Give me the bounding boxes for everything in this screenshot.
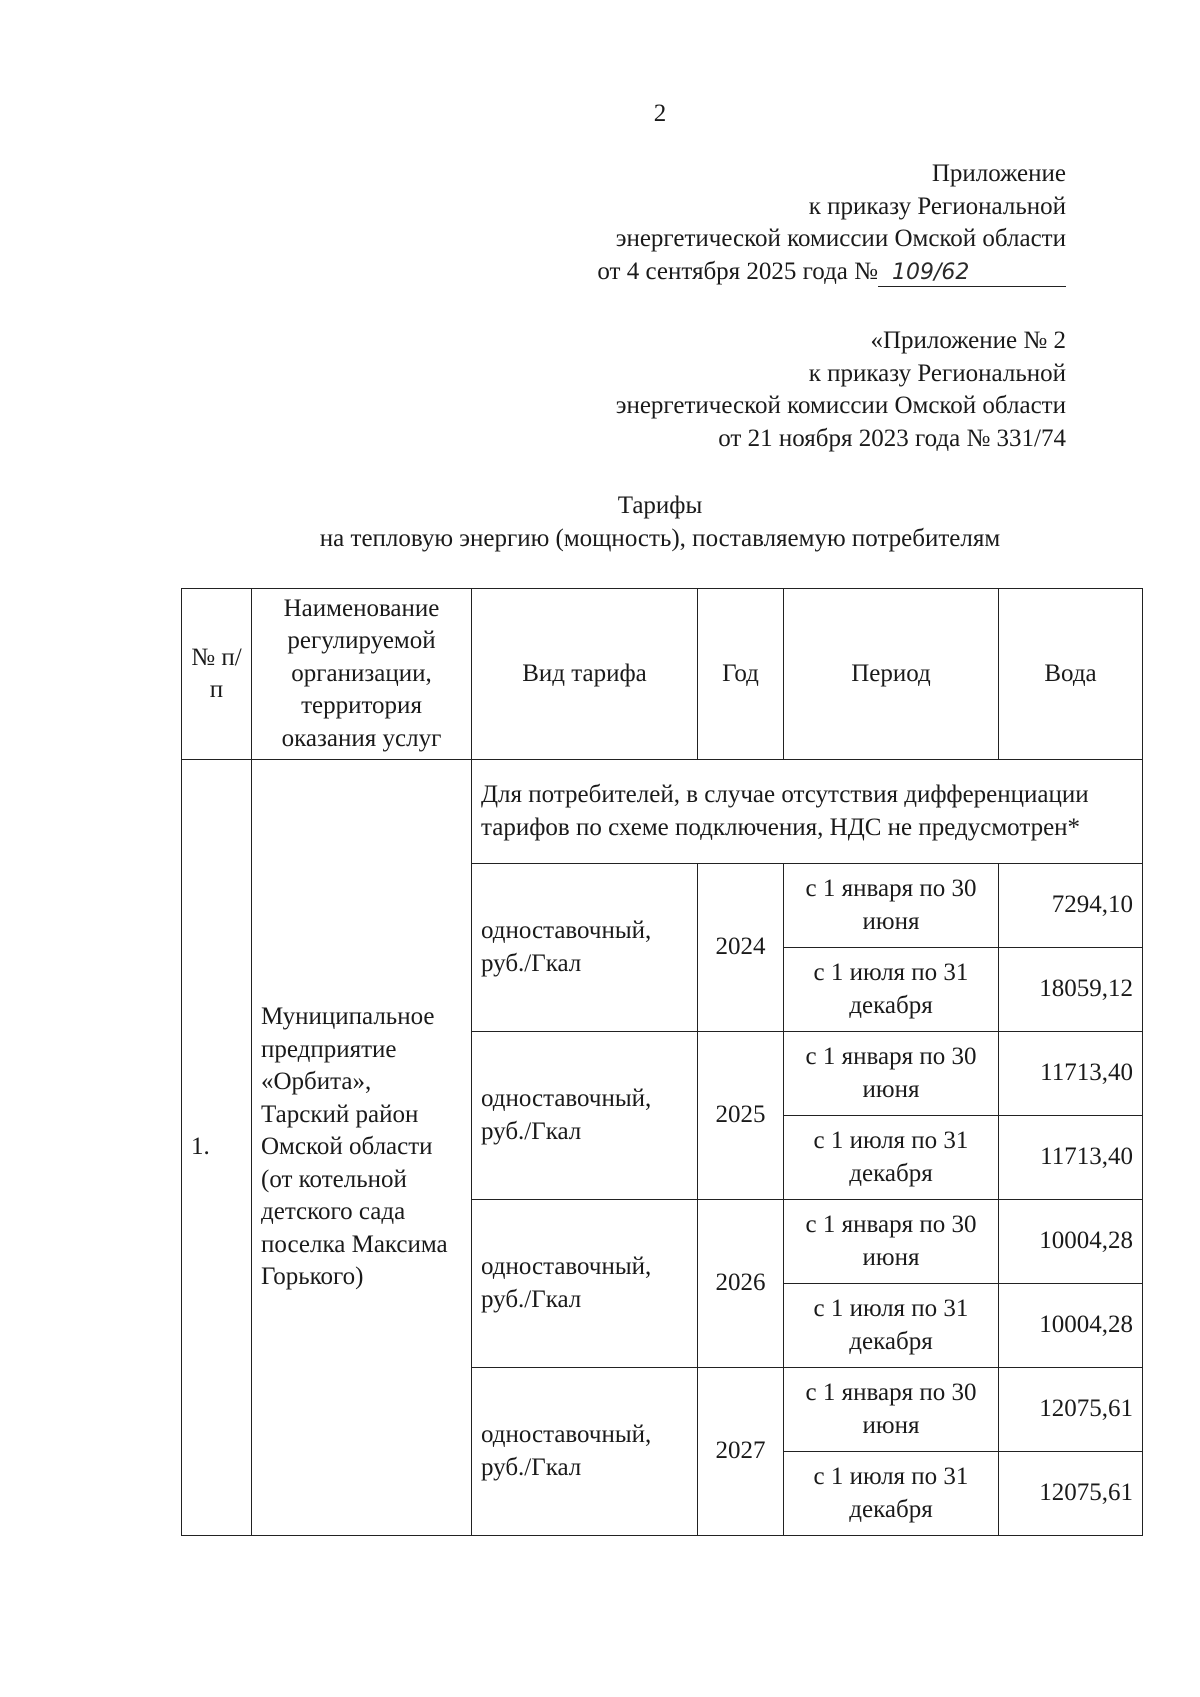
water-value-cell: 12075,61 (999, 1368, 1143, 1452)
table-header-row (182, 589, 1143, 760)
period-cell: с 1 января по 30 июня (784, 864, 999, 948)
water-value-cell: 18059,12 (999, 948, 1143, 1032)
document-title (0, 490, 1200, 555)
appendix-order-date: от 21 ноября 2023 года № 331/74 (718, 424, 1066, 452)
water-value-cell: 10004,28 (999, 1284, 1143, 1368)
period-cell: с 1 января по 30 июня (784, 1032, 999, 1116)
tariff-table (181, 588, 1143, 1536)
period-cell: с 1 января по 30 июня (784, 1200, 999, 1284)
header-year: Год (698, 589, 784, 760)
tariff-type-cell: одноставочный, руб./Гкал (472, 1200, 698, 1368)
document-subtitle-line: на тепловую энергию (мощность), поставляемую потребителям (319, 524, 1001, 552)
water-value-cell: 12075,61 (999, 1452, 1143, 1536)
year-cell: 2027 (698, 1368, 784, 1536)
appendix-title: Приложение (931, 160, 1066, 187)
table-row (182, 760, 1143, 864)
header-tariff-type: Вид тарифа (472, 589, 698, 760)
tariff-type-cell: одноставочный, руб./Гкал (472, 864, 698, 1032)
appendix-commission-name: энергетической комиссии Омской области (615, 225, 1066, 252)
period-cell: с 1 июля по 31 декабря (784, 1452, 999, 1536)
appendix-commission-name: энергетической комиссии Омской области (615, 392, 1066, 419)
period-cell: с 1 января по 30 июня (784, 1368, 999, 1452)
header-number: № п/п (182, 589, 252, 760)
appendix-order-reference: к приказу Региональной (808, 192, 1066, 220)
handwritten-order-number: 109/62 (878, 260, 1066, 287)
header-period: Период (784, 589, 999, 760)
year-cell: 2024 (698, 864, 784, 1032)
appendix-header-previous (616, 325, 1066, 455)
period-cell: с 1 июля по 31 декабря (784, 948, 999, 1032)
tariff-type-cell: одноставочный, руб./Гкал (472, 1032, 698, 1200)
header-water: Вода (999, 589, 1143, 760)
water-value-cell: 11713,40 (999, 1116, 1143, 1200)
year-cell: 2026 (698, 1200, 784, 1368)
water-value-cell: 10004,28 (999, 1200, 1143, 1284)
period-cell: с 1 июля по 31 декабря (784, 1116, 999, 1200)
period-cell: с 1 июля по 31 декабря (784, 1284, 999, 1368)
water-value-cell: 11713,40 (999, 1032, 1143, 1116)
appendix-header-current (597, 158, 1066, 288)
order-date-text: от 4 сентября 2025 года № (597, 257, 878, 285)
consumer-note-cell: Для потребителей, в случае отсутствия дифференциации тарифов по схеме подключения, НДС не предусмотрен* (472, 760, 1143, 864)
water-value-cell: 7294,10 (999, 864, 1143, 948)
row-number-cell: 1. (182, 760, 252, 1536)
appendix-order-reference: к приказу Региональной (808, 359, 1066, 387)
page-number: 2 (653, 100, 667, 127)
organization-cell: Муниципальное предприятие «Орбита», Тарский район Омской области (от котельной детского сада поселка Максима Горького) (252, 760, 472, 1536)
tariff-type-cell: одноставочный, руб./Гкал (472, 1368, 698, 1536)
appendix-title: «Приложение № 2 (870, 327, 1066, 354)
header-organization: Наименование регулируемой организации, территория оказания услуг (252, 589, 472, 760)
year-cell: 2025 (698, 1032, 784, 1200)
document-title-line: Тарифы (617, 492, 703, 519)
appendix-order-date (597, 256, 1066, 289)
